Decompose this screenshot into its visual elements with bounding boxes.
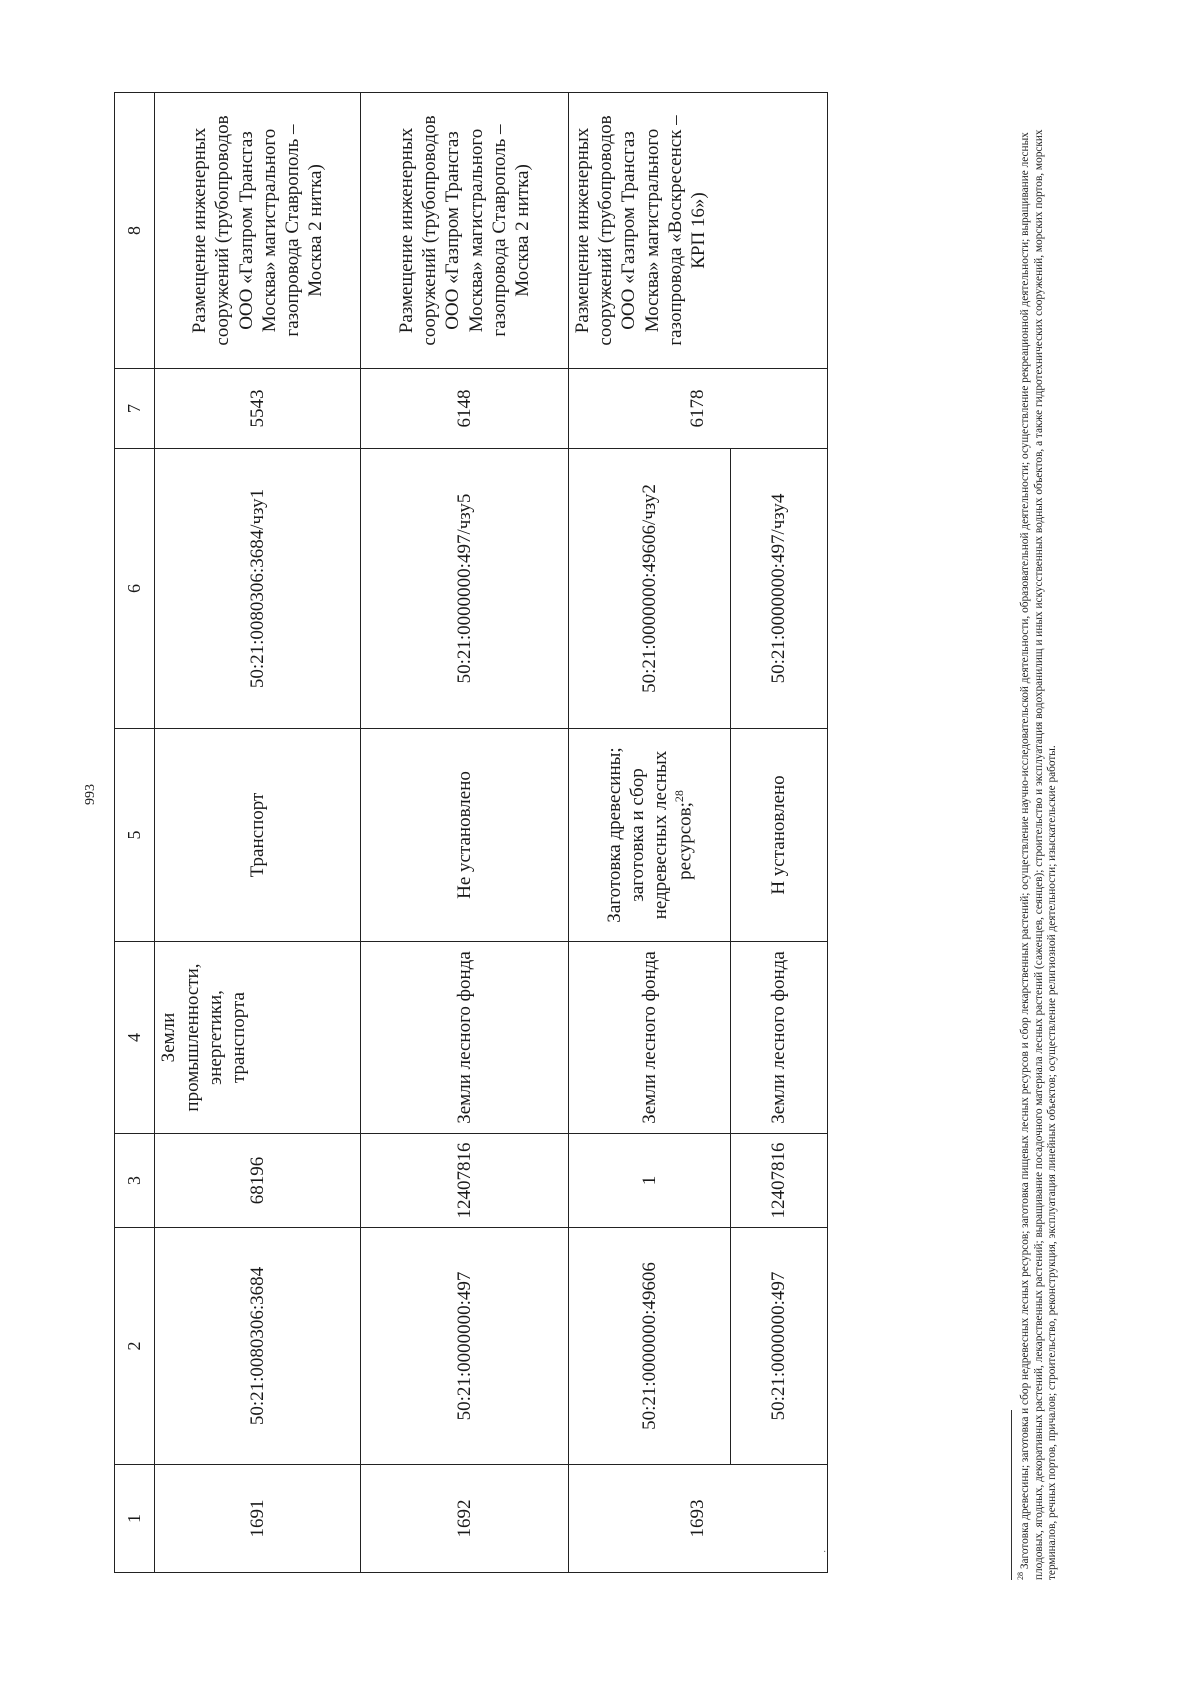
row-number: 1691 — [155, 1465, 361, 1573]
cadastral-number: 50:21:0000000:497 — [730, 1228, 827, 1465]
permitted-use: Транспорт — [155, 729, 361, 942]
cadastral-number: 50:21:0000000:49606 — [569, 1228, 731, 1465]
parcel-area: 12407816 — [361, 1134, 569, 1228]
parcel-area: 12407816 — [730, 1134, 827, 1228]
scan-speck: · — [823, 1547, 827, 1558]
land-plots-table — [114, 92, 828, 1573]
land-category: Земли лесного фонда — [361, 942, 569, 1134]
header-col-5: 5 — [115, 729, 155, 942]
parcel-area: 68196 — [155, 1134, 361, 1228]
subparcel-area: 6148 — [361, 369, 569, 449]
purpose: Размещение инженерных сооружений (трубопроводов ООО «Газпром Трансгаз Москва» магистрального газопровода «Воскресенск – КРП 16») — [569, 93, 828, 369]
subparcel-area: 5543 — [155, 369, 361, 449]
header-col-3: 3 — [115, 1134, 155, 1228]
subparcel-number: 50:21:0000000:49606/чзу2 — [569, 449, 731, 729]
header-col-2: 2 — [115, 1228, 155, 1465]
subparcel-number: 50:21:0080306:3684/чзу1 — [155, 449, 361, 729]
footnote-text: Заготовка древесины; заготовка и сбор недревесных лесных ресурсов; заготовка пищевых лесных ресурсов и сбор лекарственных растений; осуществление научно-исследовательской деятельности, образовательной деятельности; осуществление рекреационной деятельности; выращивание лесных плодовых, ягодных, декоративных растений, лекарственных растений; выращивание посадочного материала лесных растений (саженцев, сеянцев); строительство и эксплуатация водохранилищ и иных искусственных водных объектов, а также гидротехнических сооружений, морских портов, морских терминалов, речных портов, причалов; строительство, реконструкция, эксплуатация линейных объектов; осуществление религиозной деятельности; изыскательские работы. — [1018, 129, 1059, 1580]
permitted-use-text: Заготовка древесины; заготовка и сбор недревесных лесных ресурсов; — [603, 747, 696, 923]
footnote-ref: 28 — [672, 790, 687, 803]
parcel-area: 1 — [569, 1134, 731, 1228]
table-row — [155, 93, 361, 1573]
table-row — [361, 93, 569, 1573]
land-category: Земли лесного фонда — [730, 942, 827, 1134]
cadastral-number: 50:21:0080306:3684 — [155, 1228, 361, 1465]
page-number: 993 — [83, 784, 98, 805]
rotated-table-container — [114, 93, 828, 1573]
header-col-6: 6 — [115, 449, 155, 729]
land-category: Земли лесного фонда — [569, 942, 731, 1134]
table-row — [569, 93, 731, 1573]
purpose: Размещение инженерных сооружений (трубопроводов ООО «Газпром Трансгаз Москва» магистрального газопровода Ставрополь – Москва 2 нитка) — [361, 93, 569, 369]
header-col-4: 4 — [115, 942, 155, 1134]
subparcel-area: 6178 — [569, 369, 828, 449]
footnote-mark: 28 — [1016, 1572, 1025, 1580]
cadastral-number: 50:21:0000000:497 — [361, 1228, 569, 1465]
header-col-8: 8 — [115, 93, 155, 369]
purpose: Размещение инженерных сооружений (трубопроводов ООО «Газпром Трансгаз Москва» магистрального газопровода Ставрополь – Москва 2 нитка) — [155, 93, 361, 369]
header-row — [115, 93, 155, 1573]
footnote-divider — [1011, 1410, 1012, 1580]
permitted-use: Не установлено — [361, 729, 569, 942]
permitted-use — [569, 729, 731, 942]
footnote — [1011, 100, 1060, 1580]
header-col-1: 1 — [115, 1465, 155, 1573]
row-number: 1693 — [569, 1465, 828, 1573]
header-col-7: 7 — [115, 369, 155, 449]
permitted-use: Н установлено — [730, 729, 827, 942]
subparcel-number: 50:21:0000000:497/чзу4 — [730, 449, 827, 729]
subparcel-number: 50:21:0000000:497/чзу5 — [361, 449, 569, 729]
row-number: 1692 — [361, 1465, 569, 1573]
land-category: Земли промышленности, энергетики, транспорта — [155, 942, 361, 1134]
